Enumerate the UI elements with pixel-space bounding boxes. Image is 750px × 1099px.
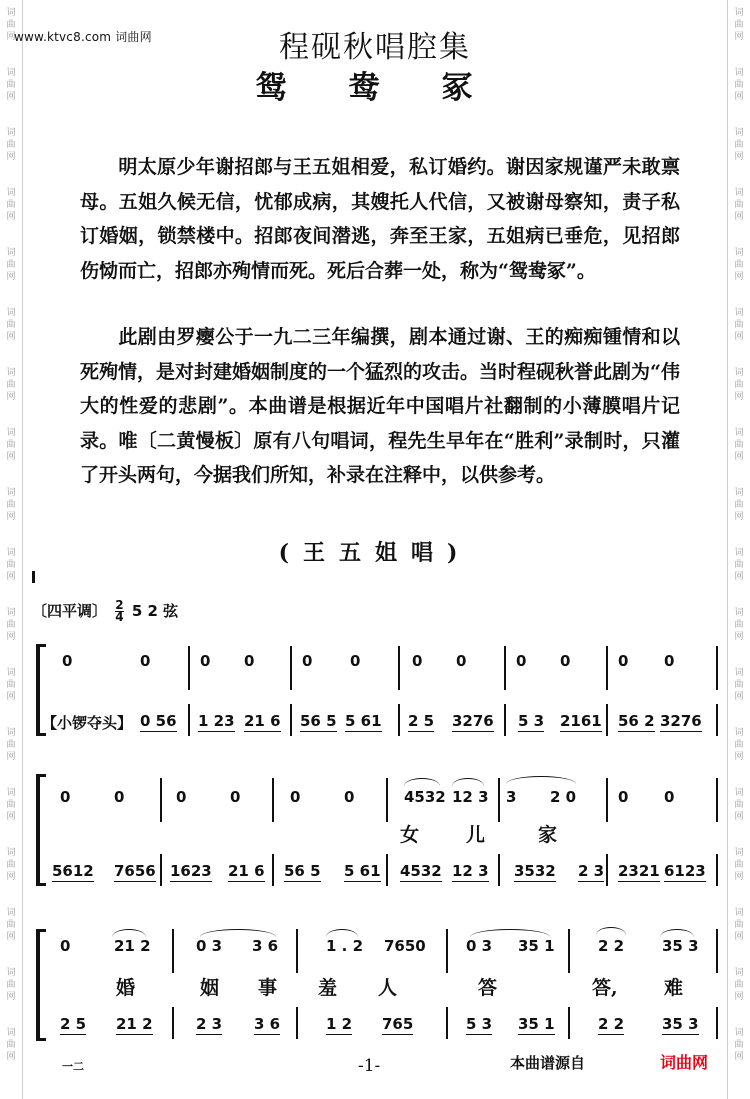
watermark-glyph: 词	[734, 848, 744, 858]
accomp-note: 5 61	[345, 712, 382, 730]
watermark-glyph: 网	[6, 932, 16, 942]
slur-mark	[112, 929, 146, 937]
bar-line	[716, 854, 718, 886]
watermark-glyph: 网	[734, 572, 744, 582]
watermark-glyph: 网	[6, 212, 16, 222]
watermark-glyph: 曲	[6, 920, 16, 930]
accomp-note: 5 61	[344, 862, 381, 880]
accomp-note: 3 6	[254, 1015, 281, 1033]
watermark-glyph: 曲	[734, 860, 744, 870]
watermark-glyph: 词	[734, 248, 744, 258]
bar-line	[568, 1007, 570, 1039]
watermark-glyph: 网	[734, 632, 744, 642]
watermark-glyph: 曲	[6, 260, 16, 270]
watermark-glyph: 网	[734, 32, 744, 42]
accomp-note: 35 3	[662, 1015, 699, 1033]
bar-line	[606, 704, 608, 736]
lyric-char: 答	[478, 977, 498, 999]
voice-note: 12 3	[452, 788, 489, 806]
watermark-glyph: 曲	[6, 980, 16, 990]
watermark-glyph: 曲	[734, 740, 744, 750]
lyric-char: 儿	[466, 824, 486, 846]
watermark-glyph: 词	[734, 308, 744, 318]
watermark-glyph: 词	[734, 8, 744, 18]
score-start-mark	[32, 571, 35, 583]
bar-line	[386, 854, 388, 886]
watermark-glyph: 词	[734, 788, 744, 798]
slur-mark	[506, 776, 576, 784]
bar-line	[716, 778, 718, 822]
watermark-glyph: 词	[6, 248, 16, 258]
watermark-glyph: 曲	[6, 860, 16, 870]
watermark-glyph: 网	[734, 512, 744, 522]
watermark-glyph: 曲	[6, 680, 16, 690]
watermark-glyph: 曲	[734, 1040, 744, 1050]
watermark-glyph: 网	[6, 1052, 16, 1062]
lyric-char: 人	[378, 977, 398, 999]
watermark-glyph: 网	[734, 932, 744, 942]
accomp-note: 35 1	[518, 1015, 555, 1033]
voice-note: 0	[140, 652, 151, 670]
watermark-glyph: 曲	[6, 320, 16, 330]
voice-note: 0 3	[196, 937, 223, 955]
mode-label: 〔四平调〕	[32, 602, 108, 620]
watermark-glyph: 词	[734, 1028, 744, 1038]
watermark-glyph: 词	[6, 1028, 16, 1038]
accomp-note: 21 2	[116, 1015, 153, 1033]
voice-note: 0	[114, 788, 125, 806]
voice-note: 0	[560, 652, 571, 670]
bar-line	[606, 646, 608, 690]
bar-line	[498, 778, 500, 822]
accomp-note: 56 2	[618, 712, 655, 730]
lyric-char: 答,	[592, 977, 618, 999]
watermark-glyph: 曲	[6, 620, 16, 630]
page-number: -1-	[358, 1056, 381, 1076]
watermark-glyph: 词	[734, 68, 744, 78]
accomp-note: 0 56	[140, 712, 177, 730]
watermark-glyph: 词	[734, 488, 744, 498]
watermark-glyph: 曲	[734, 20, 744, 30]
watermark-glyph: 曲	[6, 740, 16, 750]
watermark-glyph: 词	[734, 548, 744, 558]
watermark-glyph: 网	[6, 632, 16, 642]
source-text: 本曲谱源自	[510, 1054, 586, 1072]
bar-line	[568, 929, 570, 973]
watermark-glyph: 词	[734, 668, 744, 678]
bar-line	[160, 778, 162, 822]
accomp-note: 2 3	[196, 1015, 223, 1033]
voice-note: 0 3	[466, 937, 493, 955]
watermark-glyph: 词	[6, 488, 16, 498]
watermark-glyph: 词	[6, 968, 16, 978]
bar-line	[716, 704, 718, 736]
watermark-glyph: 词	[734, 428, 744, 438]
accomp-note: 12 3	[452, 862, 489, 880]
system-bracket	[36, 929, 46, 1041]
watermark-glyph: 词	[6, 128, 16, 138]
watermark-glyph: 网	[6, 152, 16, 162]
intro-paragraph-2: 此剧由罗瘿公于一九二三年编撰，剧本通过谢、王的痴痴锺情和以死殉情，是对封建婚姻制度的一个猛烈的攻击。当时程砚秋誉此剧为“伟大的性爱的悲剧”。本曲谱是根据近年中国唱片社翻制的小薄膜唱片记录。唯〔二黄慢板〕原有八句唱词，程先生早年在“胜利”录制时，只灌了开头两句，今据我们所知，补录在注释中，以供参考。	[80, 326, 680, 486]
voice-note: 0	[244, 652, 255, 670]
accomp-note: 7656	[114, 862, 156, 880]
voice-note: 0	[664, 652, 675, 670]
page-title: 程砚秋唱腔集	[279, 30, 471, 65]
slur-mark	[660, 929, 694, 937]
lyric-char: 姻	[200, 977, 220, 999]
score-system-1	[0, 640, 750, 740]
opera-title: 鸳鸯冢	[255, 70, 535, 106]
lyric-char: 事	[258, 977, 278, 999]
voice-note: 3 6	[252, 937, 279, 955]
watermark-glyph: 曲	[734, 440, 744, 450]
watermark-glyph: 词	[734, 908, 744, 918]
watermark-glyph: 曲	[734, 920, 744, 930]
slur-mark	[596, 927, 626, 935]
voice-note: 0	[60, 788, 71, 806]
voice-note: 1 . 2	[326, 937, 364, 955]
voice-note: 0	[62, 652, 73, 670]
watermark-glyph: 网	[6, 572, 16, 582]
key-signature	[32, 600, 178, 623]
watermark-glyph: 网	[6, 272, 16, 282]
corner-mark: 一二	[62, 1060, 84, 1073]
watermark-glyph: 网	[734, 692, 744, 702]
accomp-note: 6123	[664, 862, 706, 880]
slur-mark	[200, 929, 276, 937]
bar-line	[606, 854, 608, 886]
accomp-note: 2161	[560, 712, 602, 730]
watermark-glyph: 网	[6, 752, 16, 762]
accomp-note: 3532	[514, 862, 556, 880]
watermark-glyph: 词	[6, 608, 16, 618]
watermark-glyph: 曲	[6, 440, 16, 450]
bar-line	[386, 778, 388, 822]
watermark-glyph: 曲	[6, 20, 16, 30]
accomp-note: 21 6	[228, 862, 265, 880]
watermark-glyph: 词	[6, 848, 16, 858]
bar-line	[172, 1007, 174, 1039]
accomp-note: 56 5	[284, 862, 321, 880]
voice-note: 0	[412, 652, 423, 670]
voice-note: 4532	[404, 788, 446, 806]
watermark-glyph: 网	[6, 992, 16, 1002]
bar-line	[290, 646, 292, 690]
score-system-2	[0, 770, 750, 890]
bar-line	[290, 704, 292, 736]
watermark-glyph: 曲	[734, 800, 744, 810]
watermark-glyph: 网	[6, 692, 16, 702]
watermark-glyph: 网	[734, 392, 744, 402]
bar-line	[398, 646, 400, 690]
watermark-glyph: 网	[734, 92, 744, 102]
bar-line	[296, 929, 298, 973]
voice-note: 0	[176, 788, 187, 806]
voice-note: 0	[618, 652, 629, 670]
watermark-glyph: 网	[6, 332, 16, 342]
watermark-glyph: 网	[734, 212, 744, 222]
voice-note: 0	[664, 788, 675, 806]
watermark-glyph: 词	[6, 8, 16, 18]
voice-note: 35 3	[662, 937, 699, 955]
watermark-glyph: 曲	[734, 80, 744, 90]
watermark-glyph: 词	[6, 428, 16, 438]
watermark-glyph: 词	[6, 368, 16, 378]
accomp-label: 【小锣夺头】	[42, 714, 133, 732]
bar-line	[398, 704, 400, 736]
voice-note: 7650	[384, 937, 426, 955]
watermark-glyph: 词	[6, 68, 16, 78]
watermark-glyph: 曲	[6, 380, 16, 390]
watermark-glyph: 网	[734, 812, 744, 822]
watermark-glyph: 曲	[734, 500, 744, 510]
watermark-glyph: 词	[734, 608, 744, 618]
lyric-char: 女	[400, 824, 420, 846]
accomp-note: 1623	[170, 862, 212, 880]
lyric-char: 难	[664, 977, 684, 999]
watermark-glyph: 词	[6, 668, 16, 678]
watermark-glyph: 词	[6, 548, 16, 558]
voice-note: 35 1	[518, 937, 555, 955]
brand-logo-text[interactable]: 词曲网	[660, 1053, 709, 1072]
watermark-glyph: 曲	[734, 980, 744, 990]
accomp-note: 3276	[452, 712, 494, 730]
watermark-glyph: 词	[6, 788, 16, 798]
voice-note: 2 0	[550, 788, 577, 806]
watermark-glyph: 曲	[6, 500, 16, 510]
watermark-glyph: 曲	[6, 1040, 16, 1050]
watermark-glyph: 曲	[6, 140, 16, 150]
accomp-note: 2 3	[578, 862, 605, 880]
bar-line	[272, 854, 274, 886]
voice-note: 2 2	[598, 937, 625, 955]
watermark-glyph: 网	[734, 332, 744, 342]
voice-note: 0	[290, 788, 301, 806]
voice-note: 0	[618, 788, 629, 806]
watermark-glyph: 曲	[734, 200, 744, 210]
voice-note: 0	[456, 652, 467, 670]
accomp-note: 5612	[52, 862, 94, 880]
accomp-note: 4532	[400, 862, 442, 880]
accomp-note: 1 2	[326, 1015, 353, 1033]
watermark-glyph: 曲	[734, 260, 744, 270]
bar-line	[504, 646, 506, 690]
voice-note: 21 2	[114, 937, 151, 955]
watermark-glyph: 曲	[734, 380, 744, 390]
watermark-glyph: 曲	[6, 560, 16, 570]
bar-line	[504, 704, 506, 736]
slur-mark	[470, 929, 550, 937]
bar-line	[160, 854, 162, 886]
voice-note: 0	[302, 652, 313, 670]
watermark-glyph: 网	[734, 872, 744, 882]
voice-note: 0	[344, 788, 355, 806]
bar-line	[188, 704, 190, 736]
slur-mark	[452, 778, 484, 786]
watermark-glyph: 词	[734, 728, 744, 738]
watermark-glyph: 词	[734, 968, 744, 978]
accomp-note: 2321	[618, 862, 660, 880]
lyric-char: 羞	[318, 977, 338, 999]
voice-note: 0	[60, 937, 71, 955]
bar-line	[498, 854, 500, 886]
watermark-glyph: 网	[734, 452, 744, 462]
accomp-note: 5 3	[466, 1015, 493, 1033]
accomp-note: 5 3	[518, 712, 545, 730]
voice-note: 0	[230, 788, 241, 806]
watermark-glyph: 曲	[6, 800, 16, 810]
watermark-glyph: 词	[6, 308, 16, 318]
accomp-note: 3276	[660, 712, 702, 730]
voice-note: 0	[200, 652, 211, 670]
watermark-glyph: 曲	[734, 140, 744, 150]
watermark-glyph: 网	[6, 32, 16, 42]
system-bracket	[36, 774, 46, 886]
accomp-note: 2 5	[60, 1015, 87, 1033]
watermark-glyph: 曲	[734, 680, 744, 690]
score-system-3	[0, 925, 750, 1045]
watermark-glyph: 曲	[6, 80, 16, 90]
intro-paragraph-1: 明太原少年谢招郎与王五姐相爱，私订婚约。谢因家规谨严未敢禀母。五姐久候无信，忧郁成病，其嫂托人代信，又被谢母察知，责子私订婚姻，锁禁楼中。招郎夜间潜逃，奔至王家，五姐病已垂危，见招郎伤恸而亡，招郎亦殉情而死。死后合葬一处，称为“鸳鸯冢”。	[80, 156, 680, 282]
string-tuning: 5 2 弦	[131, 602, 179, 620]
watermark-glyph: 词	[734, 128, 744, 138]
watermark-glyph: 网	[734, 152, 744, 162]
watermark-glyph: 网	[734, 752, 744, 762]
bar-line	[716, 1007, 718, 1039]
voice-note: 3	[506, 788, 517, 806]
slur-mark	[326, 929, 358, 937]
bar-line	[606, 778, 608, 822]
watermark-glyph: 网	[734, 1052, 744, 1062]
bar-line	[296, 1007, 298, 1039]
watermark-glyph: 网	[6, 872, 16, 882]
watermark-glyph: 网	[6, 452, 16, 462]
bar-line	[716, 646, 718, 690]
watermark-glyph: 曲	[6, 200, 16, 210]
slur-mark	[404, 778, 440, 786]
watermark-glyph: 词	[6, 728, 16, 738]
watermark-glyph: 词	[6, 188, 16, 198]
accomp-note: 1 23	[198, 712, 235, 730]
accomp-note: 56 5	[300, 712, 337, 730]
time-signature: $\frac{2}{4}$	[115, 598, 124, 624]
watermark-glyph: 曲	[734, 560, 744, 570]
lyric-char: 家	[538, 824, 558, 846]
voice-note: 0	[516, 652, 527, 670]
watermark-glyph: 词	[734, 368, 744, 378]
bar-line	[272, 778, 274, 822]
watermark-glyph: 网	[6, 812, 16, 822]
bar-line	[188, 646, 190, 690]
watermark-glyph: 曲	[734, 620, 744, 630]
site-url[interactable]: www.ktvc8.com 词曲网	[14, 30, 152, 44]
accomp-note: 2 2	[598, 1015, 625, 1033]
accomp-note: 2 5	[408, 712, 435, 730]
voice-note: 0	[350, 652, 361, 670]
bar-line	[446, 1007, 448, 1039]
watermark-glyph: 网	[6, 512, 16, 522]
watermark-glyph: 网	[734, 272, 744, 282]
bar-line	[172, 929, 174, 973]
accomp-note: 21 6	[244, 712, 281, 730]
watermark-glyph: 网	[6, 392, 16, 402]
watermark-glyph: 曲	[734, 320, 744, 330]
watermark-glyph: 词	[734, 188, 744, 198]
watermark-glyph: 网	[6, 92, 16, 102]
watermark-glyph: 词	[6, 908, 16, 918]
accomp-note: 765	[382, 1015, 414, 1033]
lyric-char: 婚	[116, 977, 136, 999]
watermark-glyph: 网	[734, 992, 744, 1002]
singer-label: (王五姐唱)	[278, 540, 472, 566]
bar-line	[716, 929, 718, 973]
bar-line	[446, 929, 448, 973]
